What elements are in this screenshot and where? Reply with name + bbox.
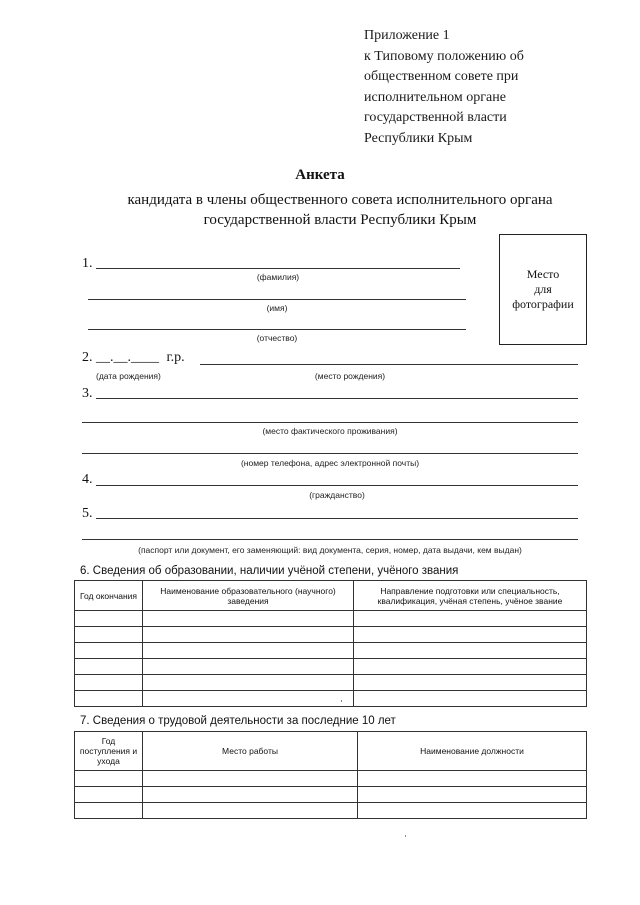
- column-header: Наименование образовательного (научного) заведения: [143, 581, 354, 611]
- birth-date-mask: __.__.____: [96, 350, 159, 365]
- subtitle-line: государственной власти Республики Крым: [203, 212, 477, 228]
- residence-field-line-2[interactable]: [82, 422, 578, 423]
- table-row: [75, 611, 587, 627]
- table-cell[interactable]: [143, 691, 354, 707]
- table-row: [75, 803, 587, 819]
- appendix-line: Республики Крым: [364, 130, 473, 146]
- column-header: Наименование должности: [358, 732, 587, 771]
- citizenship-field[interactable]: [96, 485, 578, 486]
- column-header: Год поступления и ухода: [75, 732, 143, 771]
- passport-field-line-1[interactable]: [96, 518, 578, 519]
- form-subtitle: [60, 190, 620, 230]
- birth-place-caption: (место рождения): [314, 371, 386, 381]
- table-cell[interactable]: [354, 659, 587, 675]
- table-cell[interactable]: [75, 627, 143, 643]
- table-row: [75, 691, 587, 707]
- field-number-4: 4.: [82, 472, 93, 487]
- appendix-line: к Типовому положению об: [364, 48, 524, 64]
- table-cell[interactable]: [75, 771, 143, 787]
- residence-caption: (место фактического проживания): [262, 426, 398, 436]
- table-cell[interactable]: [143, 659, 354, 675]
- education-table: [74, 580, 587, 707]
- table-cell[interactable]: [354, 675, 587, 691]
- surname-caption: (фамилия): [256, 272, 300, 282]
- employment-heading: 7. Сведения о трудовой деятельности за последние 10 лет: [80, 715, 396, 727]
- appendix-line: государственной власти: [364, 110, 507, 125]
- field-number-3: 3.: [82, 386, 93, 401]
- table-cell[interactable]: [143, 787, 358, 803]
- contacts-field[interactable]: [82, 453, 578, 454]
- birth-date-field[interactable]: [96, 350, 185, 366]
- scan-speck: [341, 700, 342, 702]
- field-number-1: 1.: [82, 256, 93, 271]
- column-header: Место работы: [143, 732, 358, 771]
- table-cell[interactable]: [354, 691, 587, 707]
- employment-header-row: [75, 732, 587, 771]
- table-cell[interactable]: [358, 803, 587, 819]
- surname-field[interactable]: [96, 268, 460, 269]
- photo-label-line: для: [534, 282, 552, 296]
- birth-date-caption: (дата рождения): [96, 371, 161, 381]
- table-cell[interactable]: [354, 627, 587, 643]
- appendix-line: исполнительном органе: [364, 89, 506, 105]
- employment-table: [74, 731, 587, 819]
- column-header: Год окончания: [75, 581, 143, 611]
- year-abbreviation: г.р.: [166, 350, 185, 365]
- patronymic-caption: (отчество): [256, 333, 298, 343]
- scan-speck: [405, 835, 406, 837]
- table-cell[interactable]: [143, 627, 354, 643]
- appendix-block: [364, 26, 524, 149]
- table-cell[interactable]: [75, 787, 143, 803]
- table-row: [75, 659, 587, 675]
- citizenship-caption: (гражданство): [309, 490, 365, 500]
- table-row: [75, 627, 587, 643]
- table-cell[interactable]: [143, 611, 354, 627]
- contacts-caption: (номер телефона, адрес электронной почты): [240, 458, 420, 468]
- table-row: [75, 675, 587, 691]
- table-cell[interactable]: [143, 643, 354, 659]
- photo-label-line: Место: [526, 267, 560, 281]
- table-cell[interactable]: [75, 803, 143, 819]
- birth-place-field[interactable]: [200, 364, 578, 365]
- residence-field-line-1[interactable]: [96, 398, 578, 399]
- field-number-2: 2.: [82, 350, 93, 365]
- patronymic-field[interactable]: [88, 329, 466, 330]
- table-cell[interactable]: [358, 787, 587, 803]
- photo-placeholder: [499, 234, 587, 345]
- table-cell[interactable]: [143, 675, 354, 691]
- column-header: Направление подготовки или специальность, квалификация, учёная степень, учёное звание: [354, 581, 587, 611]
- table-cell[interactable]: [75, 659, 143, 675]
- field-number-5: 5.: [82, 506, 93, 521]
- table-cell[interactable]: [75, 643, 143, 659]
- subtitle-line: кандидата в члены общественного совета исполнительного органа: [127, 192, 553, 208]
- table-cell[interactable]: [143, 803, 358, 819]
- table-cell[interactable]: [75, 691, 143, 707]
- education-header-row: [75, 581, 587, 611]
- table-cell[interactable]: [358, 771, 587, 787]
- first-name-field[interactable]: [88, 299, 466, 300]
- first-name-caption: (имя): [266, 303, 288, 313]
- table-row: [75, 787, 587, 803]
- table-cell[interactable]: [354, 643, 587, 659]
- table-cell[interactable]: [354, 611, 587, 627]
- education-heading: 6. Сведения об образовании, наличии учёной степени, учёного звания: [80, 565, 459, 577]
- table-cell[interactable]: [75, 611, 143, 627]
- appendix-line: общественном совете при: [364, 69, 519, 84]
- form-title: Анкета: [295, 167, 345, 183]
- passport-field-line-2[interactable]: [82, 539, 578, 540]
- photo-label-line: фотографии: [512, 297, 574, 311]
- table-row: [75, 643, 587, 659]
- table-cell[interactable]: [75, 675, 143, 691]
- table-cell[interactable]: [143, 771, 358, 787]
- appendix-line: Приложение 1: [364, 28, 450, 43]
- table-row: [75, 771, 587, 787]
- passport-caption: (паспорт или документ, его заменяющий: вид документа, серия, номер, дата выдачи, кем выдан): [138, 545, 522, 555]
